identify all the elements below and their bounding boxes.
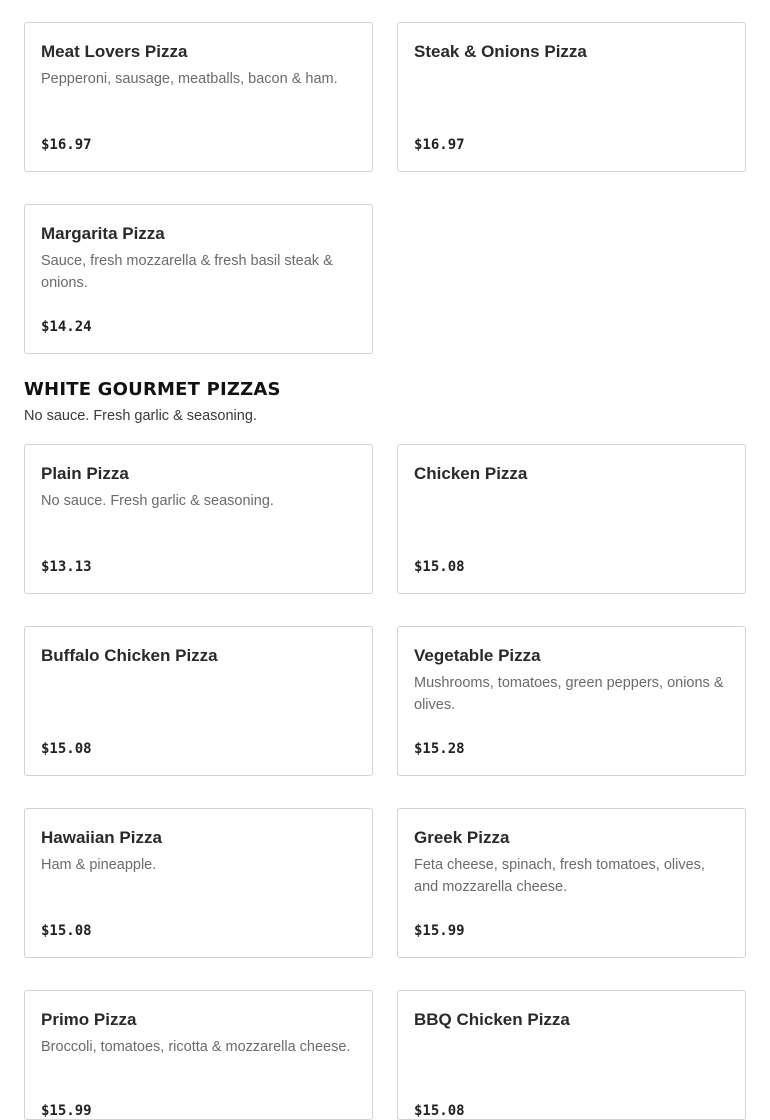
menu-item-card[interactable] <box>397 626 746 776</box>
menu-item-card[interactable] <box>24 990 373 1120</box>
item-price: $15.28 <box>414 741 465 757</box>
item-name: Steak & Onions Pizza <box>414 42 587 61</box>
item-description: Feta cheese, spinach, fresh tomatoes, olives, and mozzarella cheese. <box>414 857 705 895</box>
item-price: $15.08 <box>41 923 92 939</box>
item-name: Margarita Pizza <box>41 224 165 243</box>
menu-item-card[interactable] <box>397 808 746 958</box>
item-price: $16.97 <box>41 137 92 153</box>
item-price: $15.99 <box>414 923 465 939</box>
menu-item-card[interactable] <box>397 22 746 172</box>
item-name: Greek Pizza <box>414 828 510 847</box>
item-name: Chicken Pizza <box>414 464 528 483</box>
item-name: Hawaiian Pizza <box>41 828 162 847</box>
item-price: $15.08 <box>41 741 92 757</box>
item-name: Primo Pizza <box>41 1010 137 1029</box>
item-description: Mushrooms, tomatoes, green peppers, onions & olives. <box>414 675 724 713</box>
item-price: $15.08 <box>414 1103 465 1119</box>
top-menu-grid <box>24 22 746 354</box>
item-description: Pepperoni, sausage, meatballs, bacon & ham. <box>41 71 338 87</box>
menu-item-card[interactable] <box>24 204 373 354</box>
menu-item-card[interactable] <box>24 626 373 776</box>
white-pizza-grid <box>24 444 746 1120</box>
menu-item-card[interactable] <box>24 808 373 958</box>
item-name: Plain Pizza <box>41 464 129 483</box>
section-title: WHITE GOURMET PIZZAS <box>24 379 281 400</box>
item-description: No sauce. Fresh garlic & seasoning. <box>41 493 274 509</box>
item-price: $13.13 <box>41 559 92 575</box>
item-name: BBQ Chicken Pizza <box>414 1010 570 1029</box>
item-price: $15.99 <box>41 1103 92 1119</box>
section-subtitle: No sauce. Fresh garlic & seasoning. <box>24 408 257 424</box>
menu-item-card[interactable] <box>24 22 373 172</box>
menu-item-card[interactable] <box>397 444 746 594</box>
section-header <box>24 378 746 426</box>
item-price: $16.97 <box>414 137 465 153</box>
item-description: Ham & pineapple. <box>41 857 157 873</box>
item-name: Buffalo Chicken Pizza <box>41 646 218 665</box>
item-price: $15.08 <box>414 559 465 575</box>
item-price: $14.24 <box>41 319 92 335</box>
menu-item-card[interactable] <box>24 444 373 594</box>
item-name: Meat Lovers Pizza <box>41 42 188 61</box>
item-description: Broccoli, tomatoes, ricotta & mozzarella cheese. <box>41 1039 351 1055</box>
item-name: Vegetable Pizza <box>414 646 541 665</box>
item-description: Sauce, fresh mozzarella & fresh basil steak & onions. <box>41 253 333 291</box>
menu-item-card[interactable] <box>397 990 746 1120</box>
